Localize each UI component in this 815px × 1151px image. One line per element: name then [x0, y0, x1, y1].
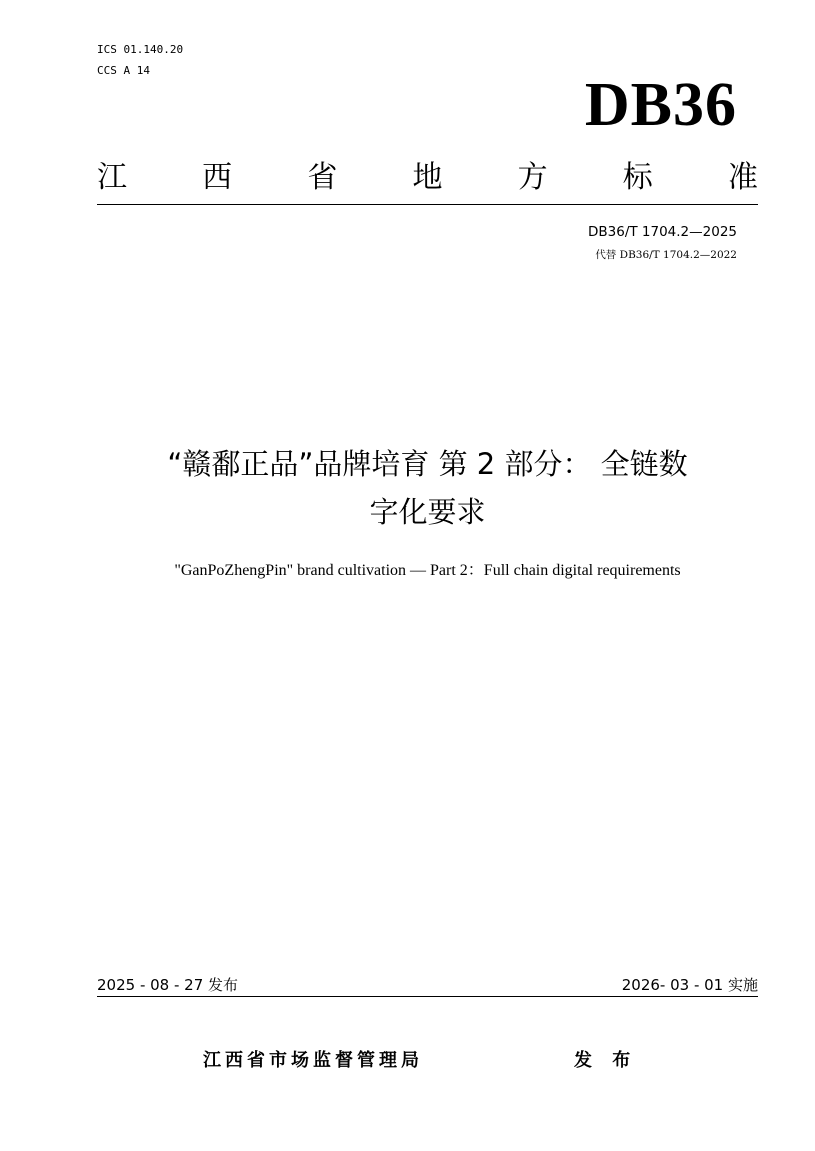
title-chinese [97, 440, 758, 536]
title-chinese-line2: 字化要求 [369, 495, 486, 529]
ccs-code: CCS A 14 [97, 64, 150, 77]
standard-type-char: 江 [97, 160, 127, 195]
publish-label: 发 布 [574, 1050, 638, 1071]
standard-number: DB36/T 1704.2—2025 [587, 224, 737, 240]
title-english: "GanPoZhengPin" brand cultivation — Part 2：Full chain digital requirements [174, 562, 681, 579]
header-divider [97, 204, 758, 205]
standard-type-char: 准 [727, 160, 758, 195]
replaced-standard: 代替 DB36/T 1704.2—2022 [595, 249, 737, 261]
footer-divider [97, 996, 758, 997]
title-chinese-line1: “赣鄱正品”品牌培育 第 2 部分： 全链数 [167, 447, 688, 481]
ics-code: ICS 01.140.20 [97, 43, 184, 56]
standard-type-char: 标 [622, 160, 653, 195]
standard-type-char: 地 [412, 160, 443, 195]
standard-type-char: 省 [307, 160, 338, 195]
issue-date: 2025 - 08 - 27 发布 [97, 976, 239, 994]
implementation-date: 2026- 03 - 01 实施 [621, 976, 758, 994]
standard-type-heading [97, 158, 758, 198]
publisher-name: 江西省市场监督管理局 [203, 1050, 423, 1071]
standard-type-char: 方 [517, 160, 548, 195]
db-code: DB36 [584, 71, 737, 139]
standard-type-char: 西 [202, 160, 233, 195]
